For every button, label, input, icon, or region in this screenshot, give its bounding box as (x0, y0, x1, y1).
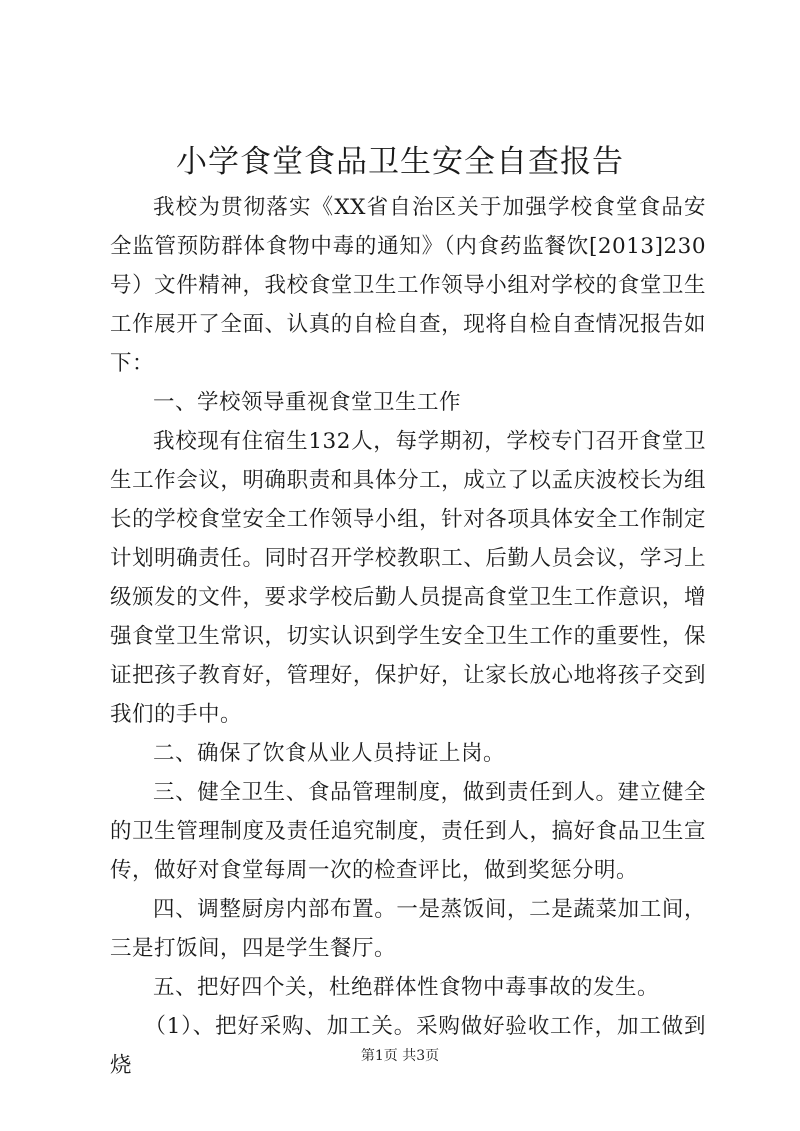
paragraph-section-1: 我校现有住宿生132人，每学期初，学校专门召开食堂卫生工作会议，明确职责和具体分工，成立了以孟庆波校长为组长的学校食堂安全工作领导小组，针对各项具体安全工作制定计划明确责任。同时召开学校教职工、后勤人员会议，学习上级颁发的文件，要求学校后勤人员提高食堂卫生工作意识，增强食堂卫生常识，切实认识到学生安全卫生工作的重要性，保证把孩子教育好，管理好，保护好，让家长放心地将孩子交到我们的手中。 (110, 429, 706, 727)
section-heading-2: 二、确保了饮食从业人员持证上岗。 (153, 741, 506, 766)
paragraph-section-4: 四、调整厨房内部布置。一是蒸饭间，二是蔬菜加工间，三是打饭间，四是学生餐厅。 (110, 897, 706, 961)
paragraph-item-1: （1）、把好采购、加工关。采购做好验收工作，加工做到烧 (110, 1014, 706, 1078)
document-body (110, 188, 706, 1085)
paragraph-intro: 我校为贯彻落实《XX省自治区关于加强学校食堂食品安全监管预防群体食物中毒的通知》（内食药监餐饮[2013]230号）文件精神，我校食堂卫生工作领导小组对学校的食堂卫生工作展开了全面、认真的自检自查，现将自检自查情况报告如下： (110, 195, 706, 376)
section-heading-5: 五、把好四个关，杜绝群体性食物中毒事故的发生。 (153, 975, 660, 1000)
paragraph-section-3: 三、健全卫生、食品管理制度，做到责任到人。建立健全的卫生管理制度及责任追究制度，责任到人，搞好食品卫生宣传，做好对食堂每周一次的检查评比，做到奖惩分明。 (110, 780, 706, 883)
page-number-footer: 第1页 共3页 (360, 1048, 440, 1064)
document-title: 小学食堂食品卫生安全自查报告 (176, 144, 624, 180)
section-heading-1: 一、学校领导重视食堂卫生工作 (153, 390, 462, 415)
